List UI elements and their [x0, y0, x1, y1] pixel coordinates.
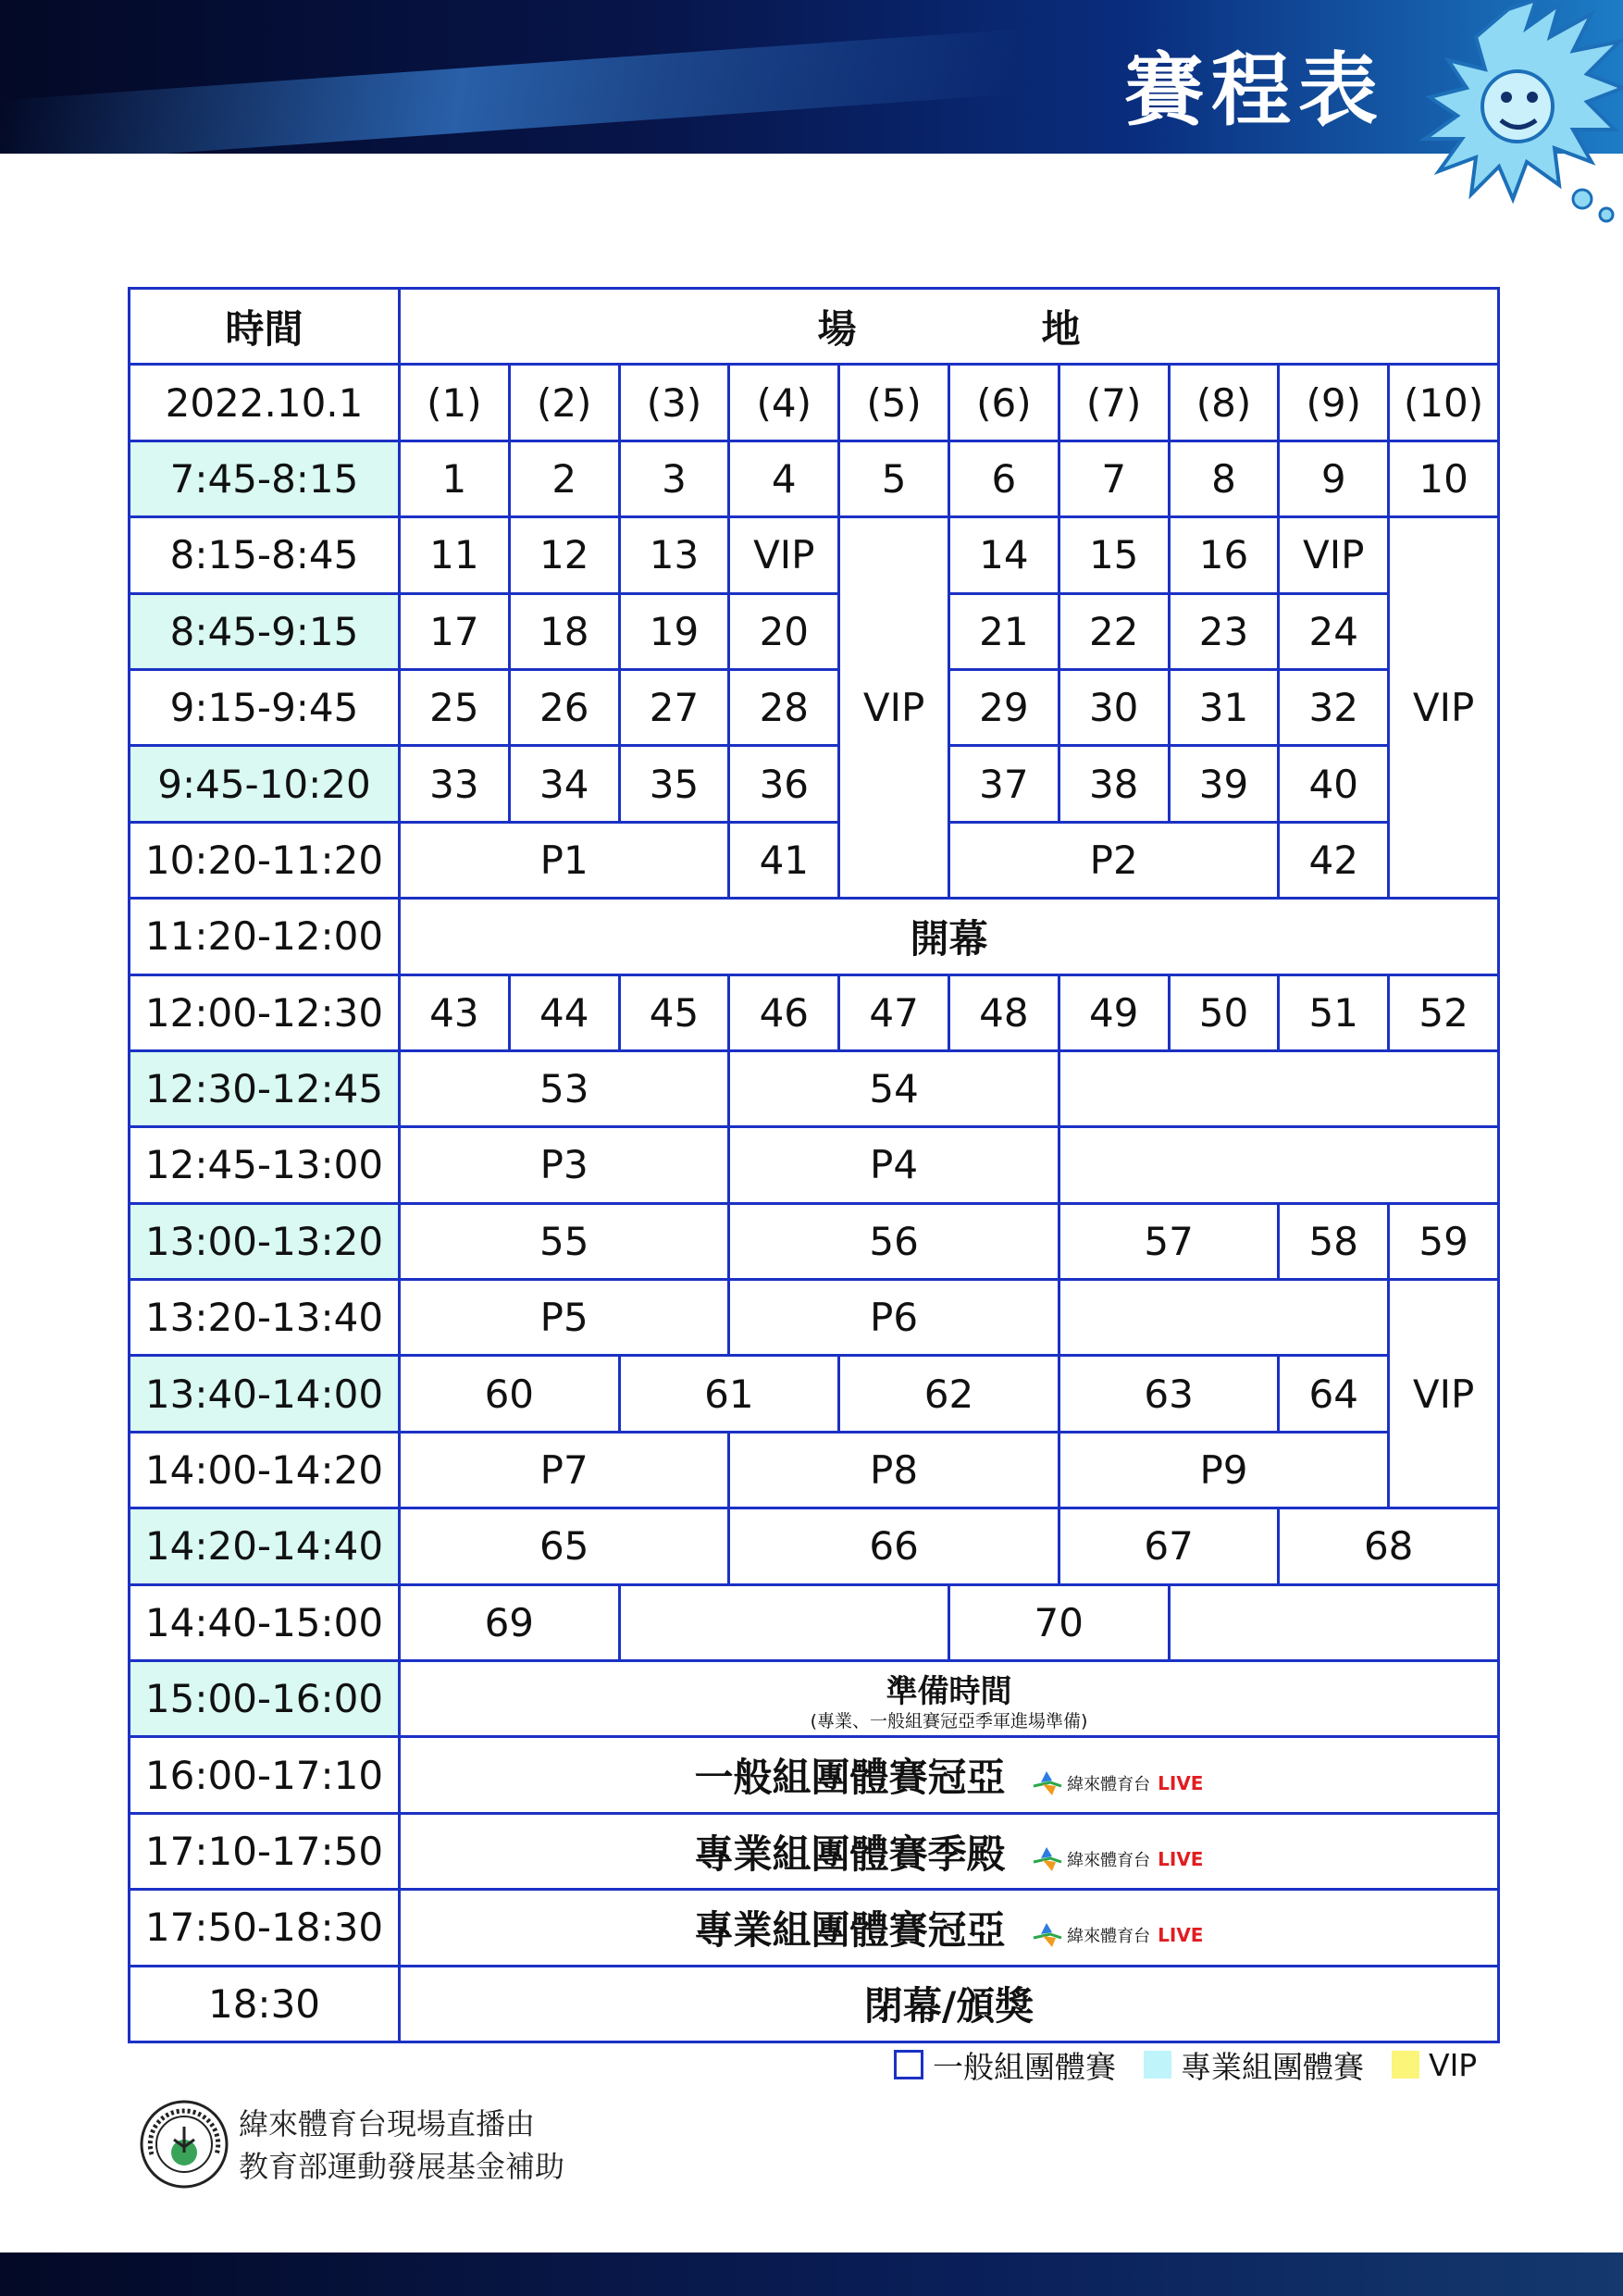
table-row — [130, 1584, 1499, 1660]
pro-match-cell: P9 — [1059, 1432, 1388, 1508]
vip-cell: VIP — [839, 517, 949, 899]
match-cell: 4 — [729, 441, 839, 516]
table-row — [130, 746, 1499, 822]
pro-match-cell: P4 — [729, 1127, 1059, 1203]
empty-cell — [1059, 1280, 1388, 1356]
match-cell: 66 — [729, 1508, 1059, 1584]
prep-cell — [400, 1661, 1499, 1737]
match-cell: 63 — [1059, 1356, 1279, 1432]
table-row — [130, 1432, 1499, 1508]
live-badge — [1032, 1757, 1203, 1803]
legend-label-general: 一般組團體賽 — [933, 2048, 1116, 2085]
match-cell: 47 — [839, 974, 949, 1050]
match-cell: 46 — [729, 974, 839, 1050]
match-cell: 43 — [400, 974, 510, 1050]
match-cell: 42 — [1279, 822, 1389, 898]
match-cell: 6 — [948, 441, 1059, 516]
court-9: (9) — [1279, 365, 1389, 441]
empty-cell — [1169, 1584, 1498, 1660]
final-row — [130, 1737, 1499, 1813]
match-cell: 26 — [509, 669, 619, 745]
match-cell: 36 — [729, 746, 839, 822]
match-cell: 16 — [1169, 517, 1279, 593]
match-cell: 58 — [1279, 1203, 1389, 1279]
final-cell — [400, 1813, 1499, 1889]
match-cell: 33 — [400, 746, 510, 822]
match-cell: 14 — [948, 517, 1059, 593]
match-cell: 13 — [619, 517, 729, 593]
match-cell: 70 — [948, 1584, 1169, 1660]
match-cell: 56 — [729, 1203, 1059, 1279]
table-row — [130, 517, 1499, 593]
time-cell: 11:20-12:00 — [130, 899, 400, 974]
vip-cell: VIP — [1279, 517, 1389, 593]
time-cell: 12:45-13:00 — [130, 1127, 400, 1203]
match-cell: 21 — [948, 593, 1059, 669]
time-cell: 18:30 — [130, 1966, 400, 2042]
empty-cell — [619, 1584, 948, 1660]
table-row — [130, 441, 1499, 516]
court-7: (7) — [1059, 365, 1169, 441]
court-1: (1) — [400, 365, 510, 441]
time-cell: 14:40-15:00 — [130, 1584, 400, 1660]
match-cell: 48 — [948, 974, 1059, 1050]
court-3: (3) — [619, 365, 729, 441]
match-cell: 20 — [729, 593, 839, 669]
match-cell: 41 — [729, 822, 839, 898]
videoland-logo-icon — [1032, 1845, 1063, 1873]
match-cell: 69 — [400, 1584, 620, 1660]
match-cell: 53 — [400, 1050, 729, 1126]
match-cell: 11 — [400, 517, 510, 593]
table-row — [130, 1280, 1499, 1356]
live-badge — [1032, 1910, 1203, 1955]
closing-cell: 閉幕/頒獎 — [400, 1966, 1499, 2042]
match-cell: 2 — [509, 441, 619, 516]
match-cell: 1 — [400, 441, 510, 516]
time-cell: 12:00-12:30 — [130, 974, 400, 1050]
match-cell: 3 — [619, 441, 729, 516]
time-cell: 14:00-14:20 — [130, 1432, 400, 1508]
time-header: 時間 — [130, 289, 400, 365]
page-title: 賽程表 — [1124, 44, 1385, 137]
legend — [894, 2043, 1477, 2086]
court-10: (10) — [1389, 365, 1499, 441]
match-cell: 5 — [839, 441, 949, 516]
opening-cell: 開幕 — [400, 899, 1499, 974]
empty-cell — [1059, 1127, 1498, 1203]
live-channel: 緯來體育台 — [1067, 1851, 1151, 1870]
empty-cell — [1059, 1050, 1498, 1126]
table-row — [130, 1203, 1499, 1279]
live-tag: LIVE — [1158, 1771, 1204, 1794]
legend-swatch-vip — [1392, 2051, 1419, 2079]
match-cell: 15 — [1059, 517, 1169, 593]
match-cell: 7 — [1059, 441, 1169, 516]
court-2: (2) — [509, 365, 619, 441]
pro-match-cell: P7 — [400, 1432, 729, 1508]
match-cell: 34 — [509, 746, 619, 822]
court-8: (8) — [1169, 365, 1279, 441]
venue-header — [400, 289, 1499, 365]
match-cell: 10 — [1389, 441, 1499, 516]
time-cell: 10:20-11:20 — [130, 822, 400, 898]
match-cell: 50 — [1169, 974, 1279, 1050]
court-4: (4) — [729, 365, 839, 441]
match-cell: 35 — [619, 746, 729, 822]
table-row — [130, 822, 1499, 898]
match-cell: 64 — [1279, 1356, 1389, 1432]
match-cell: 32 — [1279, 669, 1389, 745]
match-cell: 45 — [619, 974, 729, 1050]
table-row — [130, 1050, 1499, 1126]
match-cell: 31 — [1169, 669, 1279, 745]
live-tag: LIVE — [1158, 1924, 1204, 1947]
match-cell: 44 — [509, 974, 619, 1050]
pro-match-cell: P8 — [729, 1432, 1059, 1508]
ministry-of-education-seal-icon — [139, 2099, 229, 2190]
court-6: (6) — [948, 365, 1059, 441]
table-row — [130, 593, 1499, 669]
legend-label-pro: 專業組團體賽 — [1181, 2048, 1364, 2085]
final-title: 專業組團體賽季殿 — [694, 1831, 1006, 1877]
date-cell: 2022.10.1 — [130, 365, 400, 441]
vip-cell: VIP — [1389, 517, 1499, 899]
match-cell: 67 — [1059, 1508, 1279, 1584]
prep-title: 準備時間 — [886, 1672, 1012, 1710]
legend-label-vip: VIP — [1429, 2046, 1478, 2083]
lion-mascot-icon — [1397, 0, 1623, 227]
final-cell — [400, 1890, 1499, 1966]
match-cell: 52 — [1389, 974, 1499, 1050]
time-cell: 13:00-13:20 — [130, 1203, 400, 1279]
table-row — [130, 669, 1499, 745]
match-cell: 40 — [1279, 746, 1389, 822]
match-cell: 54 — [729, 1050, 1059, 1126]
match-cell: 37 — [948, 746, 1059, 822]
match-cell: 25 — [400, 669, 510, 745]
match-cell: 62 — [839, 1356, 1059, 1432]
table-row — [130, 974, 1499, 1050]
court-5: (5) — [839, 365, 949, 441]
time-cell: 9:45-10:20 — [130, 746, 400, 822]
final-title: 專業組團體賽冠亞 — [694, 1906, 1006, 1953]
pro-match-cell: P3 — [400, 1127, 729, 1203]
time-cell: 8:15-8:45 — [130, 517, 400, 593]
time-cell: 17:50-18:30 — [130, 1890, 400, 1966]
pro-match-cell: P2 — [948, 822, 1278, 898]
match-cell: 57 — [1059, 1203, 1279, 1279]
match-cell: 12 — [509, 517, 619, 593]
legend-swatch-pro — [1144, 2051, 1171, 2079]
courts-row — [130, 365, 1499, 441]
time-cell: 8:45-9:15 — [130, 593, 400, 669]
pro-match-cell: P1 — [400, 822, 729, 898]
final-title: 一般組團體賽冠亞 — [694, 1755, 1006, 1801]
match-cell: 61 — [619, 1356, 839, 1432]
time-cell: 14:20-14:40 — [130, 1508, 400, 1584]
match-cell: 22 — [1059, 593, 1169, 669]
match-cell: 30 — [1059, 669, 1169, 745]
match-cell: 49 — [1059, 974, 1169, 1050]
time-cell: 9:15-9:45 — [130, 669, 400, 745]
time-cell: 16:00-17:10 — [130, 1737, 400, 1813]
match-cell: 60 — [400, 1356, 620, 1432]
sponsor-line-2: 教育部運動發展基金補助 — [239, 2149, 565, 2184]
legend-swatch-general — [894, 2050, 923, 2079]
pro-match-cell: P5 — [400, 1280, 729, 1356]
match-cell: 39 — [1169, 746, 1279, 822]
time-cell: 7:45-8:15 — [130, 441, 400, 516]
venue-header-b: 地 — [1041, 305, 1081, 352]
pro-match-cell: P6 — [729, 1280, 1059, 1356]
sponsor-text — [239, 2103, 564, 2188]
match-cell: 29 — [948, 669, 1059, 745]
time-cell: 13:40-14:00 — [130, 1356, 400, 1432]
live-channel: 緯來體育台 — [1067, 1927, 1151, 1947]
match-cell: 19 — [619, 593, 729, 669]
time-cell: 17:10-17:50 — [130, 1813, 400, 1889]
header-streak — [0, 30, 1018, 154]
live-tag: LIVE — [1158, 1848, 1204, 1870]
prep-note: (專業、一般組賽冠亞季軍進場準備) — [810, 1710, 1088, 1731]
match-cell: 51 — [1279, 974, 1389, 1050]
live-channel: 緯來體育台 — [1067, 1774, 1151, 1794]
match-cell: 27 — [619, 669, 729, 745]
time-cell: 13:20-13:40 — [130, 1280, 400, 1356]
match-cell: 38 — [1059, 746, 1169, 822]
match-cell: 55 — [400, 1203, 729, 1279]
prep-row — [130, 1661, 1499, 1737]
final-row — [130, 1890, 1499, 1966]
match-cell: 24 — [1279, 593, 1389, 669]
match-cell: 23 — [1169, 593, 1279, 669]
match-cell: 18 — [509, 593, 619, 669]
match-cell: 59 — [1389, 1203, 1499, 1279]
vip-cell: VIP — [729, 517, 839, 593]
time-cell: 12:30-12:45 — [130, 1050, 400, 1126]
schedule-table — [128, 287, 1500, 2043]
final-row — [130, 1813, 1499, 1889]
opening-row — [130, 899, 1499, 974]
sponsor-line-1: 緯來體育台現場直播由 — [239, 2106, 536, 2141]
final-cell — [400, 1737, 1499, 1813]
vip-cell: VIP — [1389, 1280, 1499, 1508]
footer-bar — [0, 2253, 1623, 2296]
match-cell: 8 — [1169, 441, 1279, 516]
match-cell: 9 — [1279, 441, 1389, 516]
venue-header-a: 場 — [817, 305, 857, 352]
closing-row — [130, 1966, 1499, 2042]
table-row — [130, 1508, 1499, 1584]
table-row — [130, 1356, 1499, 1432]
header-row — [130, 289, 1499, 365]
time-cell: 15:00-16:00 — [130, 1661, 400, 1737]
videoland-logo-icon — [1032, 1769, 1063, 1797]
match-cell: 17 — [400, 593, 510, 669]
match-cell: 68 — [1279, 1508, 1499, 1584]
header-banner — [0, 0, 1623, 154]
match-cell: 28 — [729, 669, 839, 745]
videoland-logo-icon — [1032, 1921, 1063, 1949]
match-cell: 65 — [400, 1508, 729, 1584]
table-row — [130, 1127, 1499, 1203]
live-badge — [1032, 1834, 1203, 1880]
